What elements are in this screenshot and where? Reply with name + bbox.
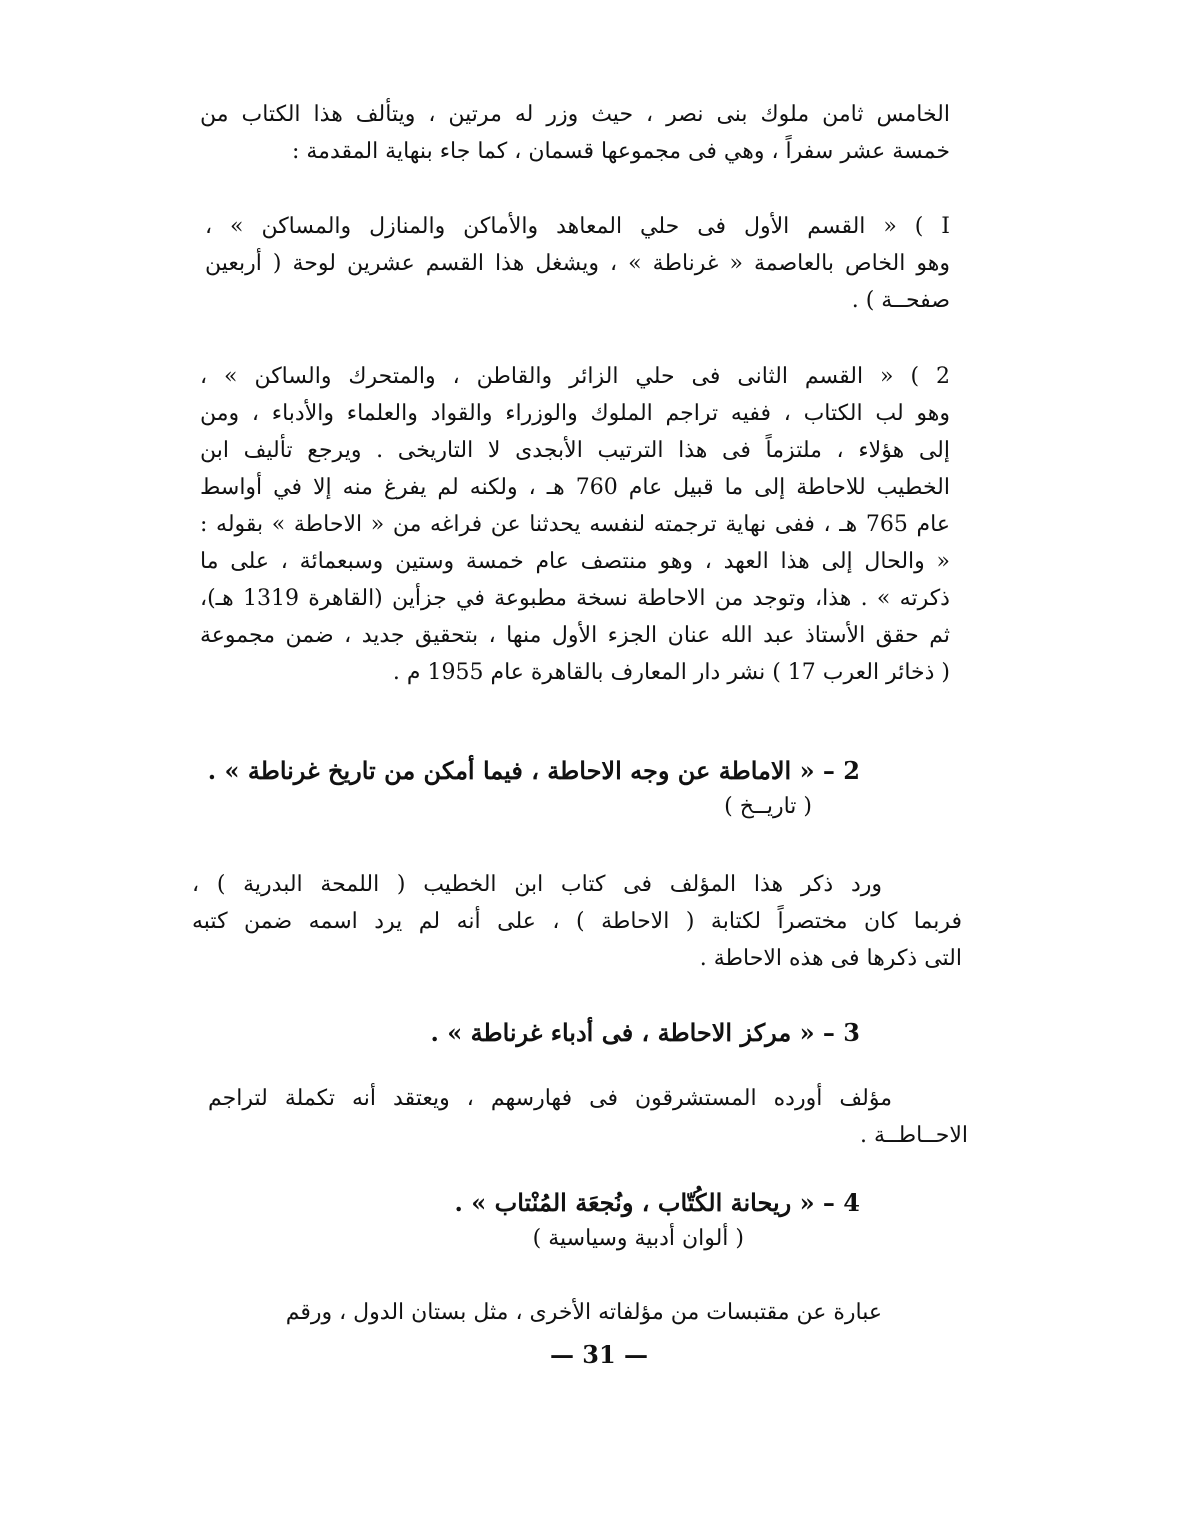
item-3-paragraph bbox=[208, 1080, 968, 1154]
intro-paragraph bbox=[200, 96, 950, 170]
item-2-paragraph bbox=[192, 866, 962, 977]
text-line: فربما كان مختصراً لكتابة ( الاحاطة ) ، على أنه لم يرد اسمه ضمن كتبه bbox=[192, 909, 962, 934]
item-2-subheading: ( تاريــخ ) bbox=[724, 794, 812, 819]
text-line: وهو الخاص بالعاصمة « غرناطة » ، ويشغل هذا القسم عشرين لوحة ( أربعين bbox=[205, 251, 950, 276]
text-line: صفحــة ) . bbox=[851, 288, 950, 313]
text-line: عبارة عن مقتبسات من مؤلفاته الأخرى ، مثل بستان الدول ، ورقم bbox=[285, 1300, 882, 1325]
item-2-block bbox=[190, 752, 950, 824]
text-line: 2 ) « القسم الثانى فى حلي الزائر والقاطن ، والمتحرك والساكن » ، bbox=[200, 364, 950, 389]
text-line: ذكرته » . هذا، وتوجد من الاحاطة نسخة مطبوعة في جزأين (القاهرة 1319 هـ)، bbox=[200, 586, 950, 611]
text-line: I ) « القسم الأول فى حلي المعاهد والأماكن والمنازل والمساكن » ، bbox=[205, 214, 950, 239]
item-4-block bbox=[190, 1184, 950, 1256]
text-line: الخامس ثامن ملوك بنى نصر ، حيث وزر له مرتين ، ويتألف هذا الكتاب من bbox=[200, 102, 950, 127]
text-line: مؤلف أورده المستشرقون فى فهارسهم ، ويعتقد أنه تكملة لتراجم bbox=[208, 1086, 892, 1111]
item-2-heading: 2 – « الاماطة عن وجه الاحاطة ، فيما أمكن من تاريخ غرناطة » . bbox=[207, 756, 860, 785]
item-4-subheading: ( ألوان أدبية وسياسية ) bbox=[532, 1226, 744, 1251]
text-line: الاحــاطــة . bbox=[859, 1123, 968, 1148]
text-line: ثم حقق الأستاذ عبد الله عنان الجزء الأول منها ، بتحقيق جديد ، ضمن مجموعة bbox=[200, 623, 950, 648]
document-page bbox=[190, 96, 968, 1486]
text-line: خمسة عشر سفراً ، وهي فى مجموعها قسمان ، كما جاء بنهاية المقدمة : bbox=[291, 139, 950, 164]
text-line: « والحال إلى هذا العهد ، وهو منتصف عام خمسة وستين وسبعمائة ، على ما bbox=[200, 549, 950, 574]
item-4-paragraph bbox=[190, 1294, 950, 1331]
section-1-paragraph bbox=[205, 208, 950, 319]
text-line: الخطيب للاحاطة إلى ما قبيل عام 760 هـ ، ولكنه لم يفرغ منه إلا في أواسط bbox=[200, 475, 950, 500]
item-4-heading: 4 – « ريحانة الكُتّاب ، ونُجعَة المُنْتاب » . bbox=[454, 1188, 860, 1217]
text-line: إلى هؤلاء ، ملتزماً فى هذا الترتيب الأبجدى لا التاريخى . ويرجع تأليف ابن bbox=[200, 438, 950, 463]
item-3-heading: 3 – « مركز الاحاطة ، فى أدباء غرناطة » . bbox=[430, 1018, 860, 1047]
text-line: عام 765 هـ ، ففى نهاية ترجمته لنفسه يحدثنا عن فراغه من « الاحاطة » بقوله : bbox=[200, 512, 950, 537]
text-line: التى ذكرها فى هذه الاحاطة . bbox=[699, 946, 962, 971]
page-number: — 31 — bbox=[549, 1340, 649, 1369]
text-line: ورد ذكر هذا المؤلف فى كتاب ابن الخطيب ( اللمحة البدرية ) ، bbox=[192, 872, 882, 897]
text-line: ( ذخائر العرب 17 ) نشر دار المعارف بالقاهرة عام 1955 م . bbox=[392, 660, 950, 685]
text-line: وهو لب الكتاب ، ففيه تراجم الملوك والوزراء والقواد والعلماء والأدباء ، ومن bbox=[200, 401, 950, 426]
section-2-paragraph bbox=[200, 358, 950, 691]
